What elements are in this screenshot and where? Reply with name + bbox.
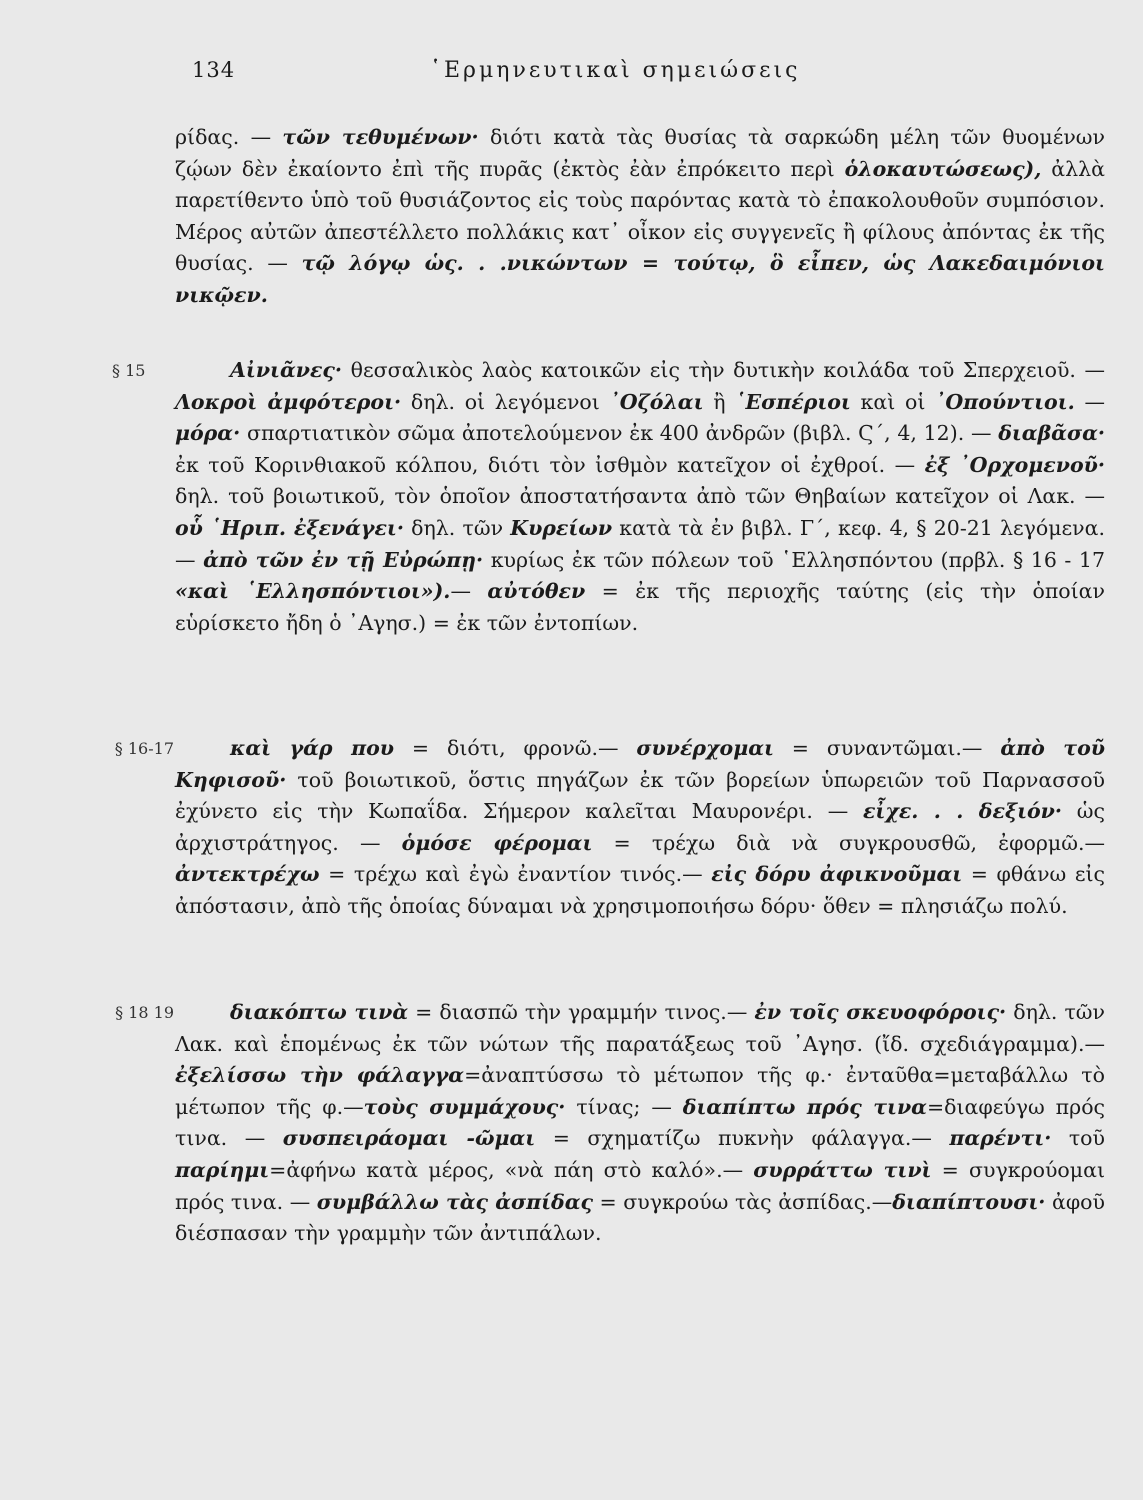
page-number: 134 [192, 58, 236, 82]
paragraph-continuation [175, 122, 1105, 312]
commentary-text: ἐκ τοῦ Κορινθιακοῦ κόλπου, διότι τὸν ἰσθμὸν κατεῖχον οἱ ἐχθροί. — [175, 452, 925, 477]
commentary-text: δηλ. τῶν [403, 515, 511, 540]
lemma-term: συνέρχομαι [636, 736, 774, 760]
commentary-text: ἢ [703, 389, 736, 414]
commentary-text: =ἀναπτύσσω τὸ μέτωπον τῆς φ.· ἐνταῦθα=μεταβάλλω τὸ μέτωπον τῆς φ.— [175, 1063, 1105, 1119]
commentary-text: ἀφοῦ διέσπασαν τὴν γραμμὴν τῶν ἀντιπάλων. [175, 1189, 1105, 1246]
commentary-text: — [1074, 389, 1105, 414]
commentary-text: ἀλλὰ παρετίθεντο ὑπὸ τοῦ θυσιάζοντος εἰς τοὺς παρόντας κατὰ τὸ ἐπακολουθοῦν συμπόσιον. Μέρος αὐτῶν ἀπεστέλλετο πολλάκις κατ᾽ οἶκον εἰς συγγενεῖς ἢ φίλους ἀπόντας ἐκ τῆς θυσίας. — [175, 156, 1105, 276]
lemma-term: συμβάλλω τὰς ἀσπίδας [316, 1189, 593, 1214]
section-marker-16-17: § 16-17 [114, 739, 174, 758]
commentary-text: = τρέχω διὰ νὰ συγκρουσθῶ, ἐφορμῶ.— [592, 830, 1105, 855]
lemma-term: ᾽Οπούντιοι. [935, 389, 1075, 414]
lemma-term: τοὺς συμμάχους· [363, 1094, 566, 1119]
commentary-text: διότι κατὰ τὰς θυσίας τὰ σαρκώδη μέλη τῶν θυομένων ζῴων δὲν ἐκαίοντο ἐπὶ τῆς πυρᾶς (ἐκτὸς ἐὰν ἐπρόκειτο περὶ [175, 125, 1105, 181]
commentary-text: = συγκρούομαι πρός τινα. — [175, 1157, 1105, 1214]
commentary-text: =ἀφήνω κατὰ μέρος, «νὰ πάη στὸ καλό».— [269, 1157, 754, 1182]
paragraph-section-16-17 [175, 733, 1105, 923]
lemma-term: τῶν τεθυμένων· [282, 125, 479, 149]
commentary-text: = φθάνω εἰς ἀπόστασιν, ἀπὸ τῆς ὁποίας δύναμαι νὰ χρησιμοποιήσω δόρυ· ὅθεν = πλησιάζω πολύ. [175, 862, 1105, 918]
lemma-term: καὶ γάρ που [230, 736, 394, 760]
commentary-text: τίνας; — [565, 1094, 683, 1119]
lemma-term: Αἰνιᾶνες· [230, 358, 343, 382]
commentary-text: κυρίως ἐκ τῶν πόλεων τοῦ ῾Ελλησπόντου (πρβλ. § 16 - 17 [483, 547, 1105, 572]
lemma-term: διαπίπτουσι· [892, 1189, 1046, 1214]
section-marker-18-19: § 18 19 [115, 1003, 174, 1022]
commentary-text: = διασπῶ τὴν γραμμήν τινος.— [408, 1000, 755, 1024]
lemma-term: διαπίπτω πρός τινα [682, 1094, 927, 1119]
lemma-term: ἀπὸ τῶν ἐν τῇ Εὐρώπῃ· [203, 547, 484, 572]
lemma-term: ᾽Οζόλαι [609, 389, 704, 414]
lemma-term: ἀπὸ τοῦ Κηφισοῦ· [175, 736, 1105, 792]
commentary-text: ὡς ἀρχιστράτηγος. — [175, 799, 1105, 855]
commentary-text: δηλ. οἱ λεγόμενοι [401, 389, 610, 414]
commentary-text: θεσσαλικὸς λαὸς κατοικῶν εἰς τὴν δυτικὴν κοιλάδα τοῦ Σπερχειοῦ. — [342, 358, 1105, 382]
lemma-term: διακόπτω τινὰ [230, 1000, 409, 1024]
commentary-text: = συγκρούω τὰς ἀσπίδας.— [592, 1189, 893, 1214]
commentary-text: καὶ οἱ [850, 389, 936, 414]
lemma-term: παρέντι· [949, 1126, 1052, 1151]
commentary-text: — [450, 579, 488, 604]
page-header [0, 58, 1143, 98]
commentary-text: σπαρτιατικὸν σῶμα ἀποτελούμενον ἐκ 400 ἀνδρῶν (βιβλ. Ϛ΄, 4, 12). — [240, 421, 999, 446]
lemma-term: συρράττω τινὶ [753, 1157, 932, 1182]
lemma-term: τῷ λόγῳ ὡς. . .νικώντων = τούτῳ, ὃ εἶπεν, ὡς Λακεδαιμόνιοι νικῷεν. [175, 251, 1105, 307]
lemma-term: συσπειράομαι -ῶμαι [282, 1126, 536, 1151]
paragraph-section-18-19 [175, 997, 1105, 1250]
section-marker-15: § 15 [112, 361, 146, 380]
lemma-term: εἶχε. . . δεξιόν· [862, 799, 1063, 824]
lemma-term: ὁμόσε φέρομαι [401, 830, 593, 855]
lemma-term: ῾Εσπέριοι [735, 389, 851, 414]
commentary-text: τοῦ βοιωτικοῦ, ὅστις πηγάζων ἐκ τῶν βορείων ὑπωρειῶν τοῦ Παρνασσοῦ ἐχύνετο εἰς τὴν Κωπαΐδα. Σήμερον καλεῖται Μαυρονέρι. — [175, 767, 1105, 824]
commentary-text: κατὰ τὰ ἐν βιβλ. Γ΄, κεφ. 4, § 20-21 λεγόμενα. — [175, 515, 1106, 572]
lemma-term: ἐν τοῖς σκευοφόροις· [754, 1000, 1007, 1024]
commentary-text: = συναντῶμαι.— [773, 736, 1001, 760]
commentary-text: =διαφεύγω πρός τινα. — [175, 1094, 1106, 1151]
commentary-text: δηλ. τῶν Λακ. καὶ ἑπομένως ἐκ τῶν νώτων τῆς παρατάξεως τοῦ ᾽Αγησ. (ἴδ. σχεδιάγραμμα).— [175, 1000, 1105, 1056]
lemma-term: «καὶ ῾Ελλησπόντιοι»). [175, 579, 451, 604]
lemma-term: μόρα· [175, 421, 241, 446]
lemma-term: Κυρείων [510, 515, 613, 540]
lemma-term: αὐτόθεν [487, 579, 586, 604]
lemma-term: εἰς δόρυ ἀφικνοῦμαι [711, 862, 963, 887]
commentary-text: = διότι, φρονῶ.— [393, 736, 637, 760]
running-title: ῾Ερμηνευτικαὶ σημειώσεις [430, 58, 801, 83]
lemma-term: ὁλοκαυτώσεως), [844, 156, 1042, 181]
lemma-term: ἐξελίσσω τὴν φάλαγγα [175, 1063, 465, 1088]
commentary-text: = τρέχω καὶ ἐγὼ ἐναντίον τινός.— [319, 862, 712, 887]
lemma-term: οὗ ῾Ηριπ. ἐξενάγει· [175, 515, 404, 540]
lemma-term: διαβᾶσα· [998, 421, 1105, 446]
commentary-text: = ἐκ τῆς περιοχῆς ταύτης (εἰς τὴν ὁποίαν εὑρίσκετο ἤδη ὁ ᾽Αγησ.) = ἐκ τῶν ἐντοπίων. [175, 579, 1105, 635]
paragraph-section-15 [175, 355, 1105, 639]
commentary-text: ρίδας. — [175, 125, 283, 149]
lemma-term: παρίημι [175, 1157, 270, 1182]
lemma-term: Λοκροὶ ἀμφότεροι· [175, 389, 402, 414]
lemma-term: ἀντεκτρέχω [175, 862, 320, 887]
commentary-text: δηλ. τοῦ βοιωτικοῦ, τὸν ὁποῖον ἀποστατήσαντα ἀπὸ τῶν Θηβαίων κατεῖχον οἱ Λακ. — [175, 484, 1105, 509]
commentary-text: τοῦ [1051, 1126, 1105, 1151]
lemma-term: ἐξ ᾽Ορχομενοῦ· [924, 452, 1105, 477]
commentary-text: = σχηματίζω πυκνὴν φάλαγγα.— [535, 1126, 950, 1151]
